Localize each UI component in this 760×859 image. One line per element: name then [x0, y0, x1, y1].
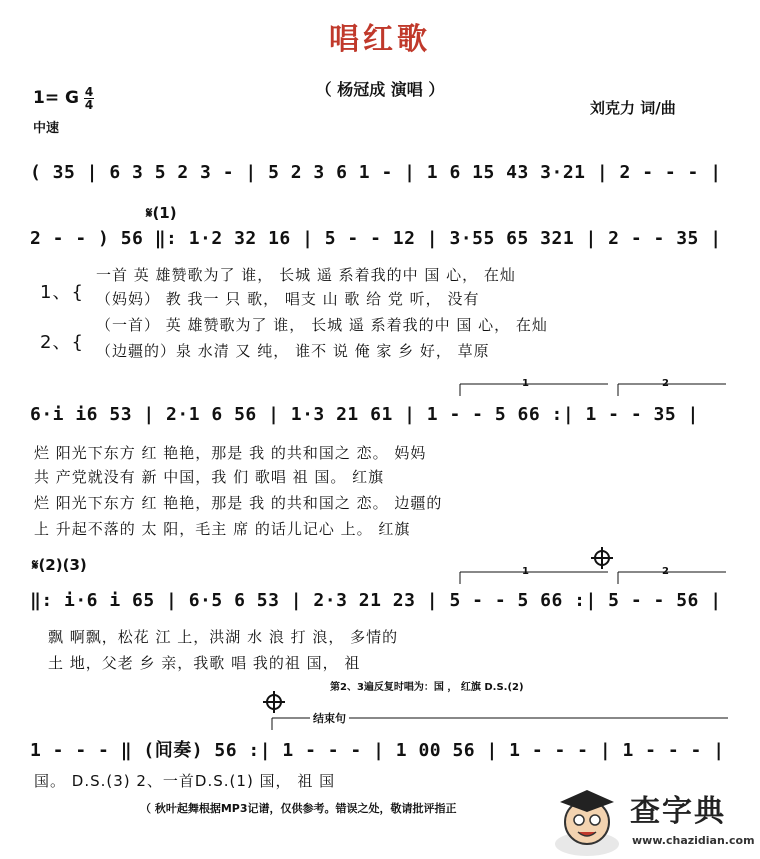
- coda-label: 结束句: [310, 710, 349, 726]
- transcription-note: （ 秋叶起舞根据MP3记谱，仅供参考。错误之处，敬请批评指正: [140, 802, 457, 815]
- mascot-logo-icon: [548, 784, 626, 856]
- logo-wordmark: 查字典: [630, 794, 726, 829]
- lyric-row-3-line-2: 共 产党就没有 新 中国，我 们 歌唱 祖 国。 红旗: [34, 468, 385, 486]
- volta-brackets-row-3: [458, 378, 728, 398]
- score-row-1: ( 35 | 6 3 5 2 3 - | 5 2 3 6 1 - | 1 6 15 43 3·21 | 2 - - - |: [30, 162, 722, 183]
- ending-1-label-row-3: 1: [522, 378, 529, 389]
- singer-credit: （ 杨冠成 演唱 ）: [315, 80, 445, 99]
- time-top: 4: [84, 85, 94, 99]
- ending-1-label-row-4: 1: [522, 566, 529, 577]
- lyric-row-3-line-3: 烂 阳光下东方 红 艳艳，那是 我 的共和国之 恋。 边疆的: [34, 494, 443, 512]
- verse-2-label: 2、{: [40, 332, 84, 353]
- time-bottom: 4: [84, 98, 94, 112]
- verse-2-line-2: （边疆的）泉 水清 又 纯， 谁不 说 俺 家 乡 好， 草原: [96, 342, 490, 360]
- score-row-3: 6·i i6 53 | 2·1 6 56 | 1·3 21 61 | 1 - - 5 66 :| 1 - - 35 |: [30, 404, 699, 425]
- coda-icon-2: [262, 690, 286, 714]
- lyric-row-5: 国。 D.S.(3) 2、一首D.S.(1) 国， 祖 国: [34, 772, 336, 790]
- lyric-row-3-line-1: 烂 阳光下东方 红 艳艳，那是 我 的共和国之 恋。 妈妈: [34, 444, 427, 462]
- score-row-5: 1 - - - ‖ (间奏) 56 :| 1 - - - | 1 00 56 | 1 - - - | 1 - - - |: [30, 740, 725, 761]
- ending-2-label-row-3: 2: [662, 378, 669, 389]
- verse-2-line-1: （一首） 英 雄赞歌为了 谁， 长城 遥 系着我的中 国 心， 在灿: [96, 316, 548, 334]
- logo-url: www.chazidian.com: [632, 834, 755, 847]
- score-row-4: ‖: i·6 i 65 | 6·5 6 53 | 2·3 21 23 | 5 - - 5 66 :| 5 - - 56 |: [30, 590, 722, 611]
- verse-1-label: 1、{: [40, 282, 84, 303]
- score-row-2: 2 - - ) 56 ‖: 1·2 32 16 | 5 - - 12 | 3·55 65 321 | 2 - - 35 |: [30, 228, 722, 249]
- key-signature: 1= G: [33, 88, 79, 108]
- song-title: 唱红歌: [329, 22, 431, 57]
- verse-1-line-1: 一首 英 雄赞歌为了 谁， 长城 遥 系着我的中 国 心， 在灿: [96, 266, 516, 284]
- time-signature: [84, 86, 94, 111]
- segno-mark-2: 𝄋(2)(3): [32, 556, 87, 574]
- ending-2-label-row-4: 2: [662, 566, 669, 577]
- segno-mark-1: 𝄋(1): [146, 204, 177, 222]
- lyric-row-4-line-2: 土 地，父老 乡 亲，我歌 唱 我的祖 国， 祖: [48, 654, 361, 672]
- volta-brackets-row-4: [458, 566, 728, 586]
- repeat-instruction: 第2、3遍反复时唱为：国 ， 红旗 D.S.(2): [330, 682, 524, 693]
- verse-1-line-2: （妈妈） 教 我一 只 歌， 唱支 山 歌 给 党 听， 没有: [96, 290, 480, 308]
- composer-credit: 刘克力 词/曲: [590, 99, 676, 117]
- lyric-row-3-line-4: 上 升起不落的 太 阳，毛主 席 的话儿记心 上。 红旗: [34, 520, 411, 538]
- lyric-row-4-line-1: 飘 啊飘，松花 江 上，洪湖 水 浪 打 浪， 多情的: [48, 628, 399, 646]
- tempo-mark: 中速: [33, 121, 60, 136]
